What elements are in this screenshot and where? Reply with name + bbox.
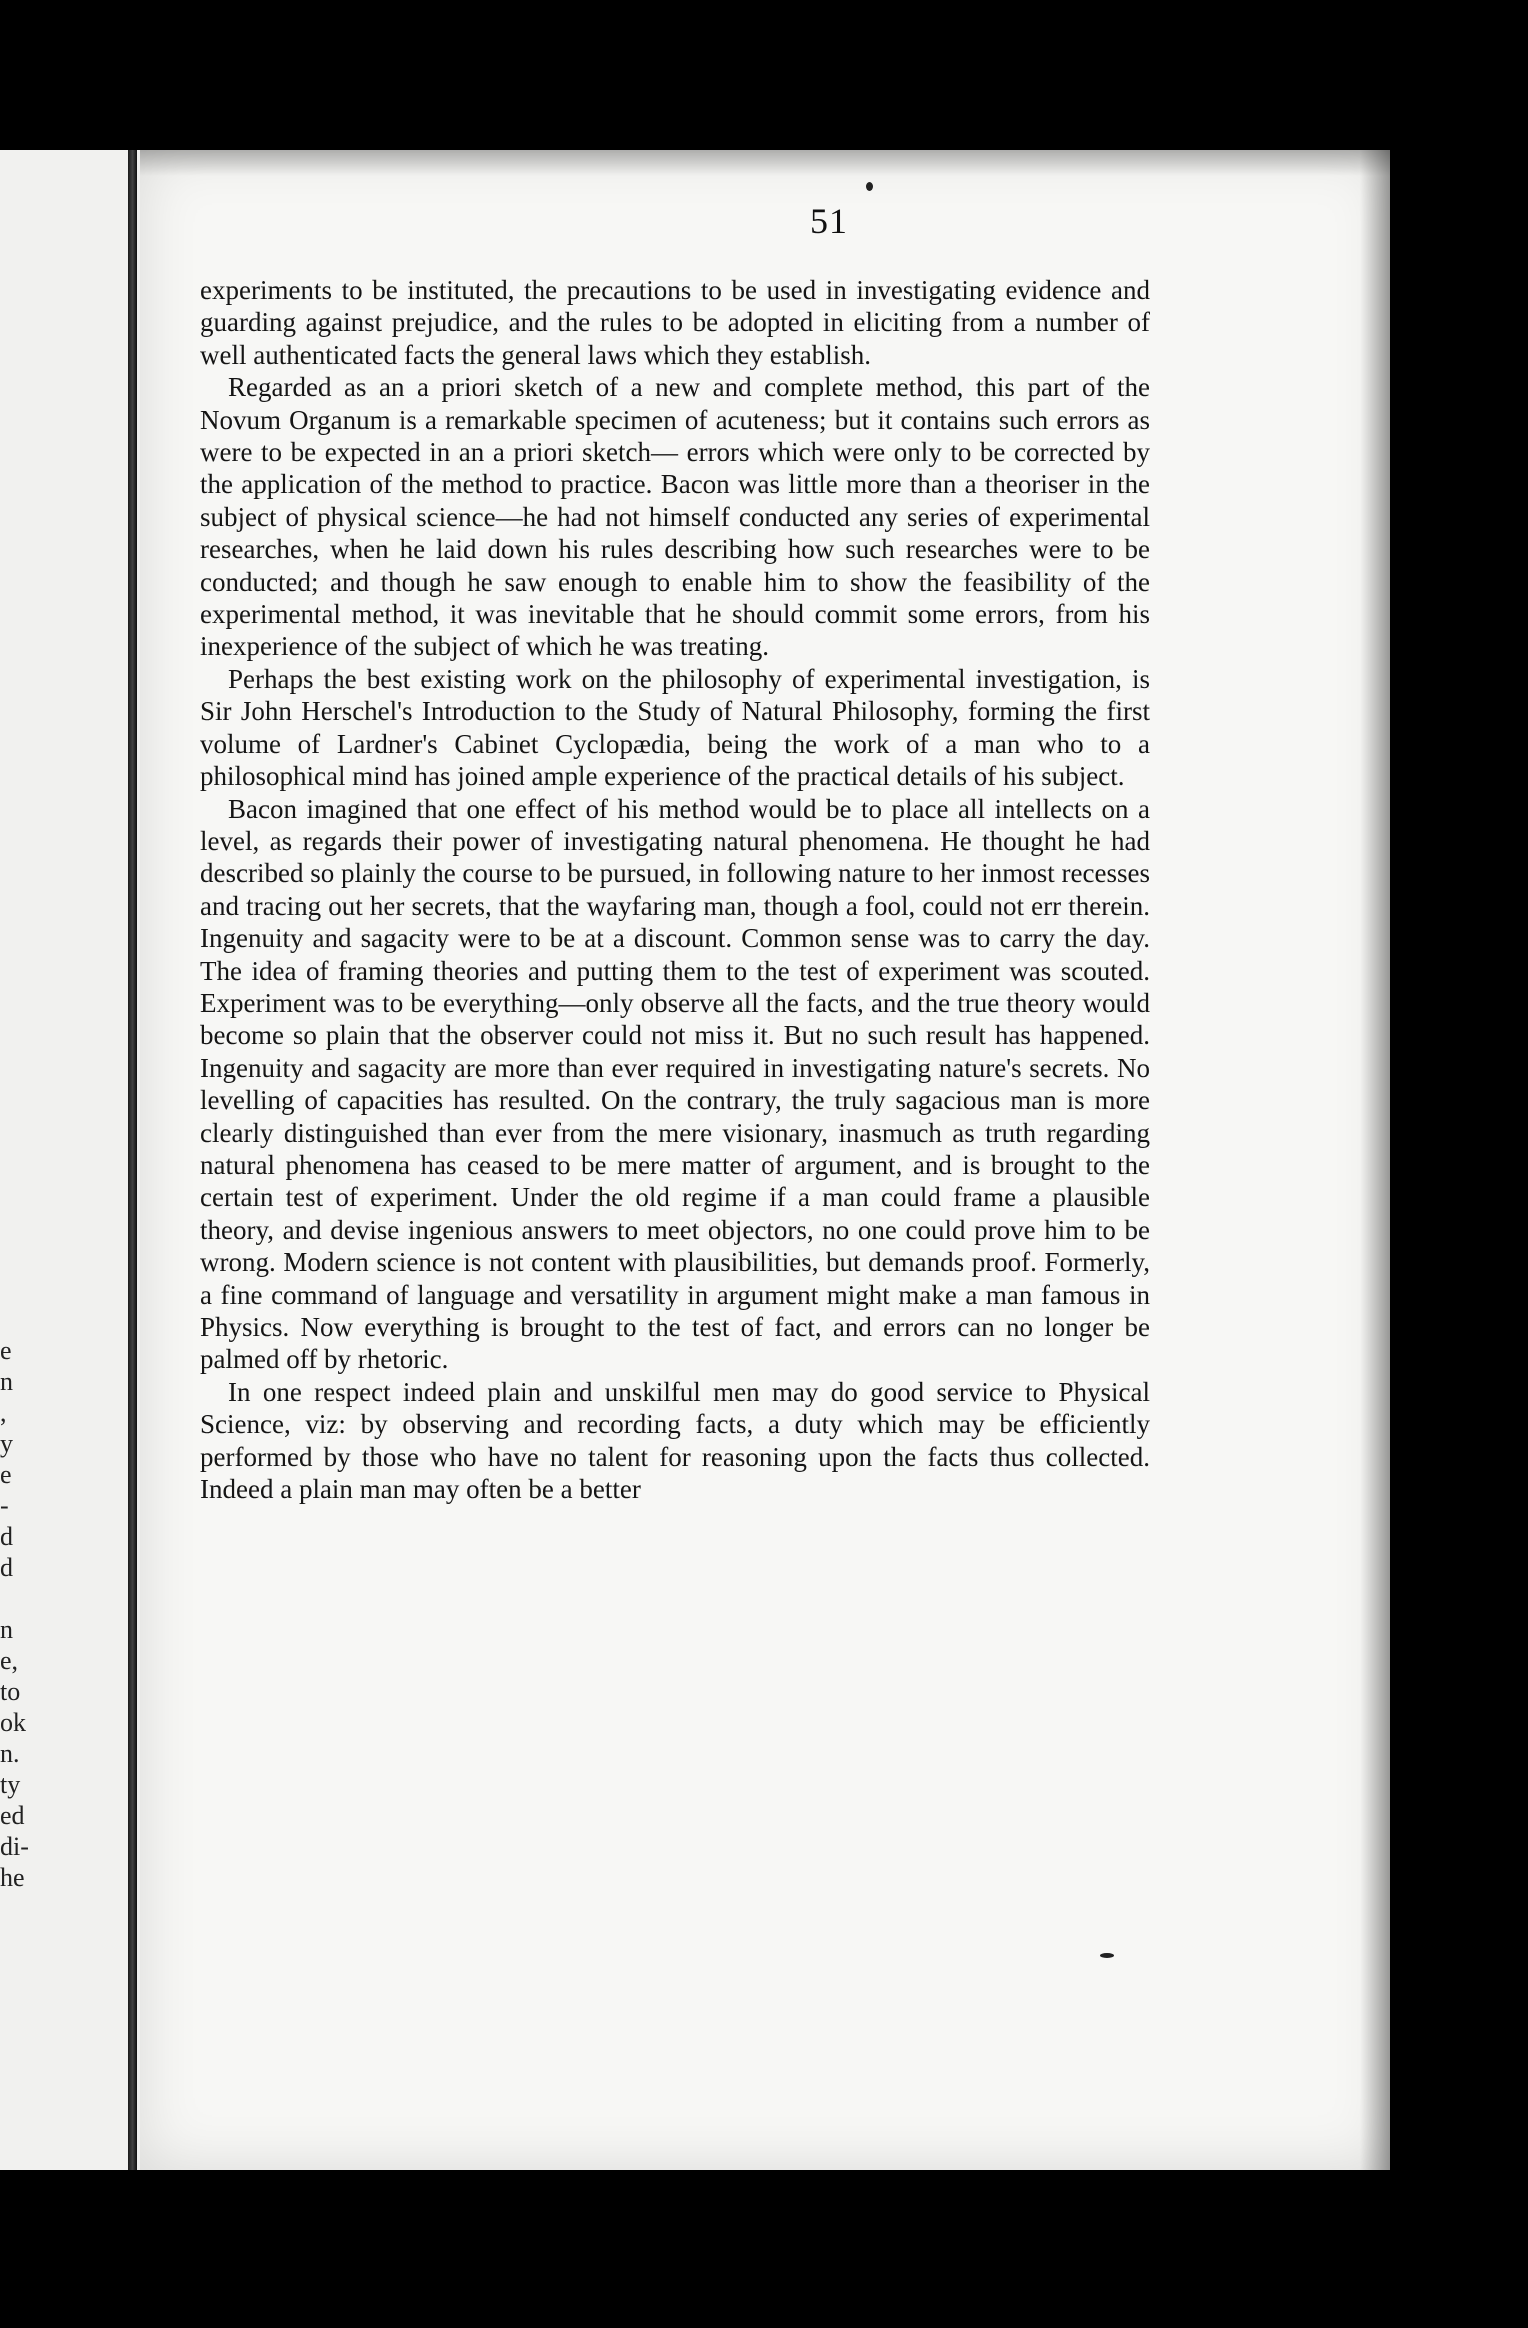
margin-fragment: y bbox=[0, 1429, 13, 1458]
margin-fragment: e bbox=[0, 1460, 12, 1489]
margin-fragment: ok bbox=[0, 1708, 26, 1737]
paragraph: In one respect indeed plain and unskilful men may do good service to Physical Science, viz: by observing and recording facts, a duty which may be efficiently performed by those who have no talent for reasoning upon the facts thus collected. Indeed a plain man may often be a better bbox=[200, 1376, 1150, 1505]
margin-fragment: n. bbox=[0, 1739, 20, 1768]
page-right-shadow bbox=[1360, 150, 1390, 2170]
paragraph: Regarded as an a priori sketch of a new and complete method, this part of the Novum Organum is a remarkable specimen of acuteness; but it contains such errors as were to be expected in an a priori sketch— errors which were only to be corrected by the application of the method to practice. Bacon was little more than a theoriser in the subject of physical science—he had not himself conducted any series of experimental researches, when he laid down his rules describing how such researches were to be conducted; and though he saw enough to enable him to show the feasibility of the experimental method, it was inevitable that he should commit some errors, from his inexperience of the subject of which he was treating. bbox=[200, 372, 1150, 662]
margin-fragment: n bbox=[0, 1615, 13, 1644]
paragraph: Perhaps the best existing work on the philosophy of experimental investigation, is Sir John Herschel's Introduction to the Study of Natural Philosophy, forming the first volume of Lardner's Cabinet Cyclopædia, being the work of a man who to a philosophical mind has joined ample experience of the practical details of his subject. bbox=[200, 663, 1150, 792]
binding-gutter bbox=[128, 150, 137, 2170]
margin-fragment: di- bbox=[0, 1832, 29, 1861]
body-text bbox=[200, 274, 1150, 1505]
margin-fragment: ed bbox=[0, 1801, 25, 1830]
ink-speck bbox=[1100, 1953, 1114, 1958]
margin-fragment: , bbox=[0, 1398, 7, 1427]
margin-fragment: he bbox=[0, 1863, 25, 1892]
page-top-shadow bbox=[140, 150, 1390, 176]
margin-fragment: ty bbox=[0, 1770, 21, 1799]
previous-page-text-fragments bbox=[0, 1335, 40, 1893]
paragraph: Bacon imagined that one effect of his method would be to place all intellects on a level, as regards their power of investigating natural phenomena. He thought he had described so plainly the course to be pursued, in following nature to her inmost recesses and tracing out her secrets, that the wayfaring man, though a fool, could not err therein. Ingenuity and sagacity were to be at a discount. Common sense was to carry the day. The idea of framing theories and putting them to the test of experiment was scouted. Experiment was to be everything—only observe all the facts, and the true theory would become so plain that the observer could not miss it. But no such result has happened. Ingenuity and sagacity are more than ever required in investigating nature's secrets. No levelling of capacities has resulted. On the contrary, the truly sagacious man is more clearly distinguished than ever from the mere visionary, inasmuch as truth regarding natural phenomena has ceased to be mere matter of argument, and is brought to the certain test of experiment. Under the old regime if a man could frame a plausible theory, and devise ingenious answers to meet objectors, no one could prove him to be wrong. Modern science is not content with plausibilities, but demands proof. Formerly, a fine command of language and versatility in argument might make a man famous in Physics. Now everything is brought to the test of fact, and errors can no longer be palmed off by rhetoric. bbox=[200, 793, 1151, 1375]
margin-fragment: d bbox=[0, 1553, 13, 1582]
margin-fragment: e, bbox=[0, 1646, 19, 1675]
ink-speck bbox=[866, 182, 873, 191]
margin-fragment: e bbox=[0, 1336, 12, 1365]
paragraph: experiments to be instituted, the precautions to be used in investigating evidence and guarding against prejudice, and the rules to be adopted in eliciting from a number of well authenticated facts the general laws which they establish. bbox=[200, 275, 1150, 370]
margin-fragment: d bbox=[0, 1522, 13, 1551]
page-number: 51 bbox=[810, 201, 848, 241]
margin-fragment bbox=[0, 1583, 40, 1614]
margin-fragment: - bbox=[0, 1491, 9, 1520]
margin-fragment: n bbox=[0, 1367, 13, 1396]
margin-fragment: to bbox=[0, 1677, 21, 1706]
